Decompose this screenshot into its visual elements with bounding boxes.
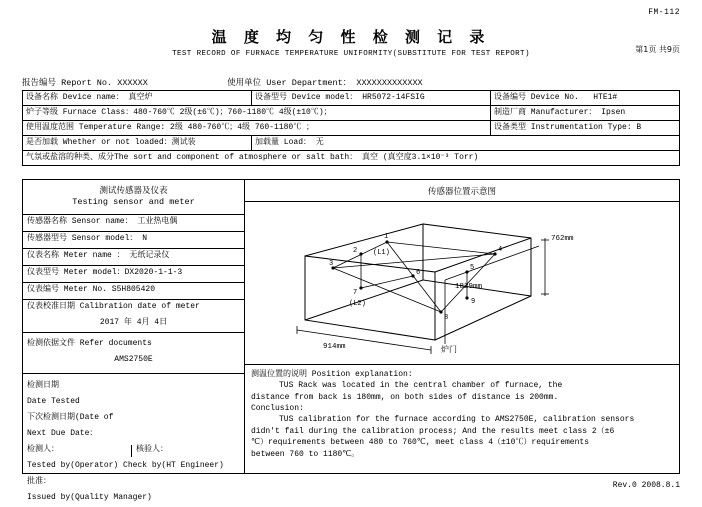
footer-revision: Rev.0 2008.8.1 [612,481,680,490]
meta-row [22,76,680,88]
cell-atmosphere: 气氛或盐溶的种类、成分The sort and component of atmosphere or salt bath： 真空 (真空度3.1×10⁻³ Torr) [23,151,680,166]
tested-by-row: Tested by(Operator) Check by(HT Engineer) [27,460,224,470]
sensor-position-diagram [245,202,679,365]
point-label-5: 5 [470,264,475,272]
meter-name-row: 仪表名称 Meter name ： 无纸记录仪 [23,249,244,266]
cell-device-model [252,91,491,106]
device-info-table [22,90,680,166]
table-row [23,121,680,136]
table-row [23,136,680,151]
point-label-3: 3 [329,260,334,268]
cell-loaded: 是否加载 Whether or not loaded：测试装 [23,136,252,151]
cell-furnace-class: 炉子等级 Furnace Class：480-760℃ 2级(±6℃)；760-1180℃ 4级(±10℃)； [23,106,491,121]
refer-documents-value-row: AMS2750E [23,353,244,374]
dimension-depth: 1829mm [455,283,483,291]
explanation-block [245,365,679,462]
user-department-value: XXXXXXXXXXXXX [356,78,423,88]
explanation-line-2: distance from back is 180mm, on both sides of distance is 200mm. [251,392,559,402]
sensor-meter-header [23,180,244,215]
point-label-9: 9 [471,298,476,306]
explanation-line-4: TUS calibration for the furnace according to AMS2750E, calibration sensors [279,415,635,425]
cell-load: 加载量 Load： 无 [252,136,680,151]
form-code: FM-112 [648,8,680,17]
next-due-date-label-cn: 下次检测日期(Date of [27,412,114,422]
sensor-meter-header-cn: 测试传感器及仪表 [99,186,168,196]
explanation-title: 测温位置的说明 Position explanation: [251,370,413,379]
sensor-model-row: 传感器型号 Sensor model： N [23,232,244,249]
date-tested-label-en: Date Tested [27,396,80,406]
point-label-8: 8 [444,314,449,322]
point-label-7: 7 [353,289,358,297]
refer-documents-label-row: 检测依据文件 Refer documents [27,338,152,348]
point-label-1: 1 [384,233,389,241]
point-label-6: 6 [416,269,421,277]
cell-value: HR5072-14FSIG [362,93,425,102]
sensor-meter-panel [23,180,245,502]
user-department-label: 使用单位 User Department： [227,78,352,88]
meter-no-row: 仪表编号 Meter No. S5H805420 [23,283,244,300]
meter-model-row: 仪表型号 Meter model：DX2020-1-1-3 [23,266,244,283]
table-row [23,91,680,106]
furnace-diagram-svg [245,202,679,362]
explanation-line-6: ℃）requirements between 480 to 760℃, meet class 4（±10℃）requirements [251,438,590,448]
table-row [23,151,680,166]
approval-label-row: 批准： [27,476,51,486]
report-no-field [22,76,222,88]
issued-by-row: Issued by(Quality Manager) [27,492,152,502]
cell-value: HTE1# [593,93,618,102]
cell-temperature-range: 使用温度范围 Temperature Range: 2级 480-760℃；4级 760-1180℃ ； [23,121,491,136]
page-title: 温 度 均 匀 性 检 测 记 录 [211,28,491,46]
label-l1: (L1) [373,249,390,257]
cell-manufacturer: 制造厂商 Manufacturer： Ipsen [491,106,680,121]
page-number: 第1页 共9页 [635,45,680,54]
cell-label: 设备名称 Device name： [26,93,124,102]
dimension-width: 914mm [323,343,346,351]
operator-label: 检测人： [27,444,59,454]
diagram-header: 传感器位置示意图 [245,180,679,202]
table-row [23,106,680,121]
sensor-meter-header-en: Testing sensor and meter [72,197,195,208]
explanation-line-1: TUS Rack was located in the central chamber of furnace, the [279,381,563,391]
sensor-name-row: 传感器名称 Sensor name： 工业热电偶 [23,215,244,232]
cell-value: 真空炉 [128,93,153,102]
report-no-label: 报告编号 Report No. [22,78,113,88]
point-label-2: 2 [353,247,358,255]
explanation-line-5: didn't fail during the calibration process; And the results meet class 2（±6 [251,426,615,436]
page-subtitle: TEST RECORD OF FURNACE TEMPERATURE UNIFORMITY(SUBSTITUTE FOR TEST REPORT) [172,50,530,58]
checker-label: 核验人： [131,445,240,457]
calibration-date-value-row: 2017 年 4月 4日 [23,316,244,333]
cell-device-name [23,91,252,106]
cell-label: 设备型号 Device model： [255,93,358,102]
cell-device-no [491,91,680,106]
signature-row [23,443,244,459]
point-label-4: 4 [498,246,503,254]
next-due-date-label-en: Next Due Date： [27,428,98,438]
date-tested-label-cn: 检测日期 [27,380,59,390]
calibration-date-label-row: 仪表校准日期 Calibration date of meter [27,301,200,311]
furnace-door-label: 炉门 [441,345,457,354]
cell-instrumentation-type: 设备类型 Instrumentation Type: B [491,121,680,136]
explanation-line-3: Conclusion: [251,404,304,414]
dimension-height: 762mm [551,235,574,243]
explanation-line-7: between 760 to 1180℃。 [251,449,360,459]
diagram-panel [245,180,679,473]
user-department-field [227,76,527,88]
label-l2: (L2) [349,300,366,308]
report-no-value: XXXXXX [117,78,148,88]
cell-label: 设备编号 Device No. [494,93,579,102]
